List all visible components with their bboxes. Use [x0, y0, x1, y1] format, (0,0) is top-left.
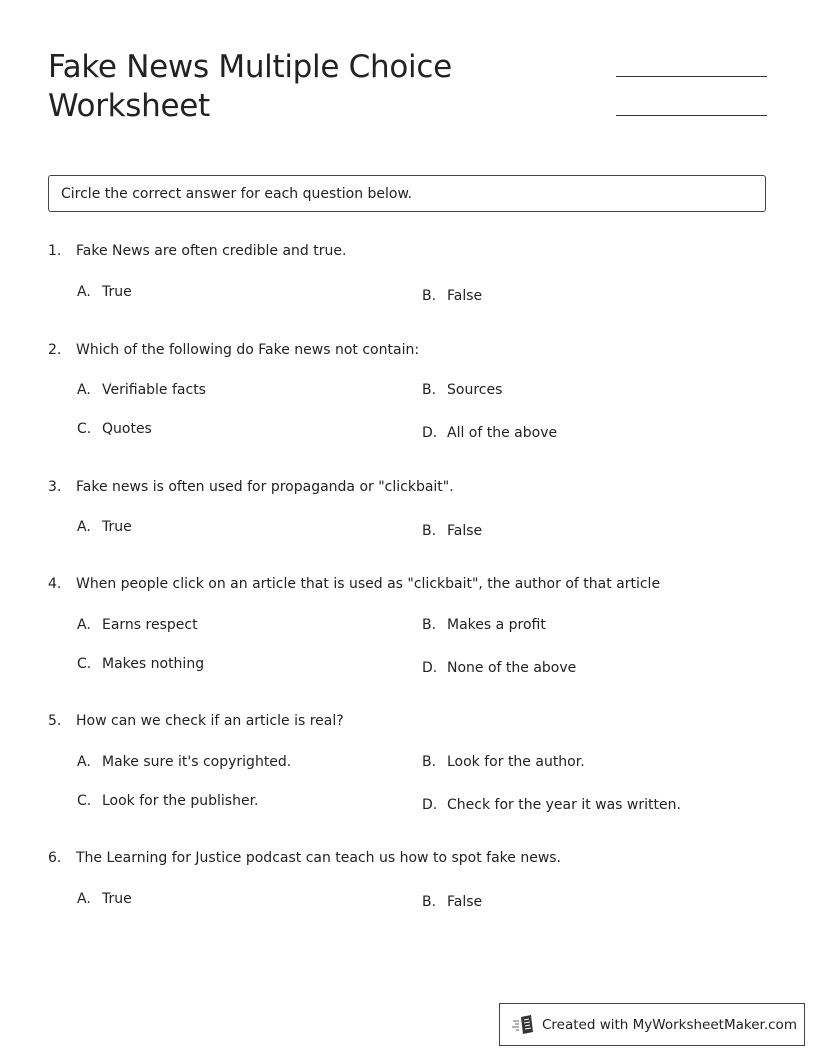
instructions-box: Circle the correct answer for each question below. — [48, 175, 766, 212]
option-4a[interactable] — [77, 617, 198, 633]
option-text: False — [447, 523, 483, 539]
option-text: Look for the publisher. — [102, 793, 259, 809]
option-letter: D. — [422, 797, 438, 813]
name-blank-line[interactable] — [616, 52, 767, 77]
option-4c[interactable] — [77, 656, 204, 672]
option-letter: C. — [77, 793, 92, 809]
option-text: False — [447, 894, 483, 910]
option-2a[interactable] — [77, 382, 206, 398]
question-number: 1. — [48, 243, 62, 259]
option-text: All of the above — [447, 425, 558, 441]
option-3a[interactable] — [77, 519, 132, 535]
question-text: Fake news is often used for propaganda or "clickbait". — [76, 479, 454, 495]
option-1a[interactable] — [77, 284, 132, 300]
option-letter: A. — [77, 617, 91, 633]
question-number: 5. — [48, 713, 62, 729]
question-number: 3. — [48, 479, 62, 495]
option-4d[interactable] — [422, 660, 576, 676]
option-text: Earns respect — [102, 617, 198, 633]
option-letter: A. — [77, 891, 91, 907]
option-text: Check for the year it was written. — [447, 797, 681, 813]
question-text: Which of the following do Fake news not contain: — [76, 342, 420, 358]
option-text: None of the above — [447, 660, 577, 676]
date-blank-line[interactable] — [616, 90, 767, 116]
option-5b[interactable] — [422, 754, 585, 770]
option-text: Quotes — [102, 421, 152, 437]
question-text: When people click on an article that is used as "clickbait", the author of that article — [76, 576, 661, 592]
option-6b[interactable] — [422, 894, 482, 910]
option-text: Makes a profit — [447, 617, 546, 633]
option-letter: D. — [422, 660, 438, 676]
option-letter: A. — [77, 519, 91, 535]
option-letter: B. — [422, 617, 437, 633]
option-text: Look for the author. — [447, 754, 585, 770]
option-text: True — [102, 284, 132, 300]
question-text: How can we check if an article is real? — [76, 713, 344, 729]
option-letter: B. — [422, 382, 437, 398]
option-letter: C. — [77, 656, 92, 672]
option-letter: A. — [77, 382, 91, 398]
footer-text: Created with MyWorksheetMaker.com — [542, 1016, 797, 1033]
option-letter: A. — [77, 284, 91, 300]
option-text: True — [102, 519, 132, 535]
option-letter: B. — [422, 754, 437, 770]
question-text: The Learning for Justice podcast can teach us how to spot fake news. — [76, 850, 562, 866]
option-3b[interactable] — [422, 523, 482, 539]
question-number: 6. — [48, 850, 62, 866]
option-letter: B. — [422, 288, 437, 304]
option-letter: C. — [77, 421, 92, 437]
question-text: Fake News are often credible and true. — [76, 243, 347, 259]
option-5d[interactable] — [422, 797, 681, 813]
option-6a[interactable] — [77, 891, 132, 907]
question-number: 4. — [48, 576, 62, 592]
option-2b[interactable] — [422, 382, 502, 398]
option-text: Makes nothing — [102, 656, 205, 672]
option-letter: A. — [77, 754, 91, 770]
created-with-badge[interactable] — [499, 1003, 805, 1046]
worksheet-maker-logo-icon — [512, 1014, 536, 1036]
option-letter: D. — [422, 425, 438, 441]
option-text: False — [447, 288, 483, 304]
option-text: Verifiable facts — [102, 382, 206, 398]
option-1b[interactable] — [422, 288, 482, 304]
option-letter: B. — [422, 523, 437, 539]
page-title: Fake News Multiple Choice Worksheet — [48, 49, 452, 124]
option-text: True — [102, 891, 132, 907]
option-text: Sources — [447, 382, 503, 398]
option-text: Make sure it's copyrighted. — [102, 754, 292, 770]
option-5a[interactable] — [77, 754, 291, 770]
option-2c[interactable] — [77, 421, 152, 437]
option-4b[interactable] — [422, 617, 546, 633]
option-letter: B. — [422, 894, 437, 910]
option-2d[interactable] — [422, 425, 557, 441]
option-5c[interactable] — [77, 793, 259, 809]
question-number: 2. — [48, 342, 62, 358]
